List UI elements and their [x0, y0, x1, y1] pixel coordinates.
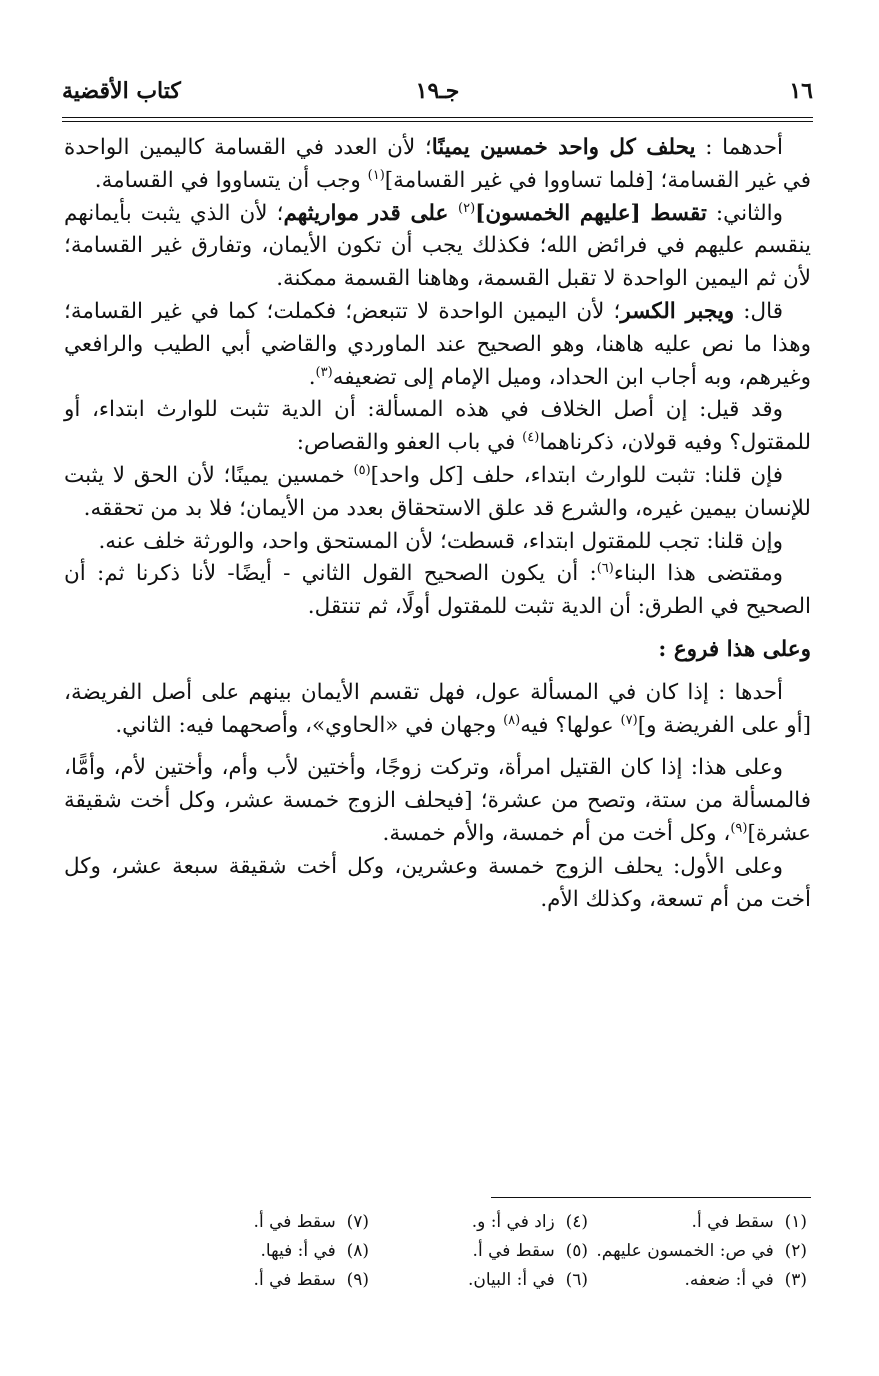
main-text — [64, 132, 811, 916]
paragraph: والثاني: تقسط [عليهم الخمسون]$^{(٢)}$ على قدر مواريثهم؛ لأن الذي يثبت بأيمانهم ينقسم عليهم في فرائض الله؛ فكذلك يجب أن تكون الأيمان، وتفارق غير القسامة؛ لأن ثم اليمين الواحدة لا تقبل القسمة، وهاهنا القسمة ممكنة. — [64, 200, 811, 292]
paragraph: أحدها : إذا كان في المسألة عول، فهل تقسم الأيمان بينهم على أصل الفريضة، [أو على الفريضة و]$^{(٧)}$ عولها؟ فيه$^{(٨)}$ وجهان في «الحاوي»، وأصحهما فيه: الثاني. — [64, 679, 811, 738]
footnote-item: (٥) سقط في أ. — [472, 1241, 588, 1261]
footnote-ref: (٣) — [315, 364, 333, 380]
page-header — [62, 74, 813, 114]
footnote-item: (٨) في أ: فيها. — [260, 1241, 369, 1261]
paragraph: وإن قلنا: تجب للمقتول ابتداء، قسطت؛ لأن المستحق واحد، والورثة خلف عنه. — [98, 528, 783, 554]
header-rule — [62, 117, 813, 122]
paragraph: وعلى الأول: يحلف الزوج خمسة وعشرين، وكل أخت شقيقة سبعة عشر، وكل أخت من أم تسعة، وكذلك الأم. — [64, 853, 811, 912]
footnote-ref: (٢) — [458, 200, 476, 216]
footnote-ref: (٤) — [522, 430, 540, 446]
footnote-ref: (٨) — [503, 712, 521, 728]
paragraph: وقد قيل: إن أصل الخلاف في هذه المسألة: أن الدية تثبت للوارث ابتداء، أو للمقتول؟ وفيه قولان، ذكرناهما$^{(٤)}$ في باب العفو والقصاص: — [64, 397, 811, 456]
footnote-ref: (١) — [367, 167, 385, 183]
footnote-ref: (٦) — [596, 561, 614, 577]
volume-label: جـ١٩ — [415, 78, 460, 104]
paragraph: وعلى هذا: إذا كان القتيل امرأة، وتركت زوجًا، وأختين لأب وأم، وأختين لأم، وأمًّا، فالمسألة من ستة، وتصح من عشرة؛ [فيحلف الزوج خمسة عشر، وكل أخت شقيقة عشرة]$^{(٩)}$، وكل أخت من أم خمسة، والأم خمسة. — [64, 755, 811, 846]
paragraph: قال: ويجبر الكسر؛ لأن اليمين الواحدة لا تتبعض؛ فكملت؛ كما في غير القسامة؛ وهذا ما نص عليه هاهنا، وهو الصحيح عند الماوردي والقاضي أبي الطيب والرافعي وغيرهم، وبه أجاب ابن الحداد، وميل الإمام إلى تضعيفه$^{(٣)}$. — [64, 298, 811, 390]
paragraph: ومقتضى هذا البناء$^{(٦)}$: أن يكون الصحيح القول الثاني - أيضًا- لأنا ذكرنا ثم: أن الصحيح في الطرق: أن الدية تثبت للمقتول أولًا، ثم تنتقل. — [64, 561, 811, 620]
footnote-ref: (٧) — [620, 712, 638, 728]
footnotes — [150, 1208, 807, 1295]
footnote-ref: (٥) — [353, 462, 371, 478]
footnote-item: (٧) سقط في أ. — [253, 1212, 369, 1232]
paragraph: أحدهما : يحلف كل واحد خمسين يمينًا؛ لأن العدد في القسامة كاليمين الواحدة في غير القسامة؛ [فلما تساووا في غير القسامة]$^{(١)}$ وجب أن يتساووا في القسامة. — [64, 135, 811, 193]
footnote-item: (٣) في أ: ضعفه. — [684, 1270, 807, 1290]
footnote-item: (٦) في أ: البيان. — [467, 1270, 588, 1290]
page-number: ١٦ — [789, 78, 813, 104]
section-heading: وعلى هذا فروع : — [658, 636, 811, 662]
footnote-item: (١) سقط في أ. — [691, 1212, 807, 1232]
footnote-ref: (٩) — [730, 820, 748, 836]
footnote-item: (٢) في ص: الخمسون عليهم. — [596, 1241, 807, 1261]
book-title: كتاب الأقضية — [62, 78, 181, 104]
footnote-rule — [491, 1197, 811, 1198]
footnote-item: (٤) زاد في أ: و. — [471, 1212, 588, 1232]
paragraph: فإن قلنا: تثبت للوارث ابتداء، حلف [كل واحد]$^{(٥)}$ خمسين يمينًا؛ لأن الحق لا يثبت للإنسان بيمين غيره، والشرع قد علق الاستحقاق بعدد من الأيمان؛ فلا بد من تحققه. — [64, 462, 811, 521]
footnote-item: (٩) سقط في أ. — [253, 1270, 369, 1290]
